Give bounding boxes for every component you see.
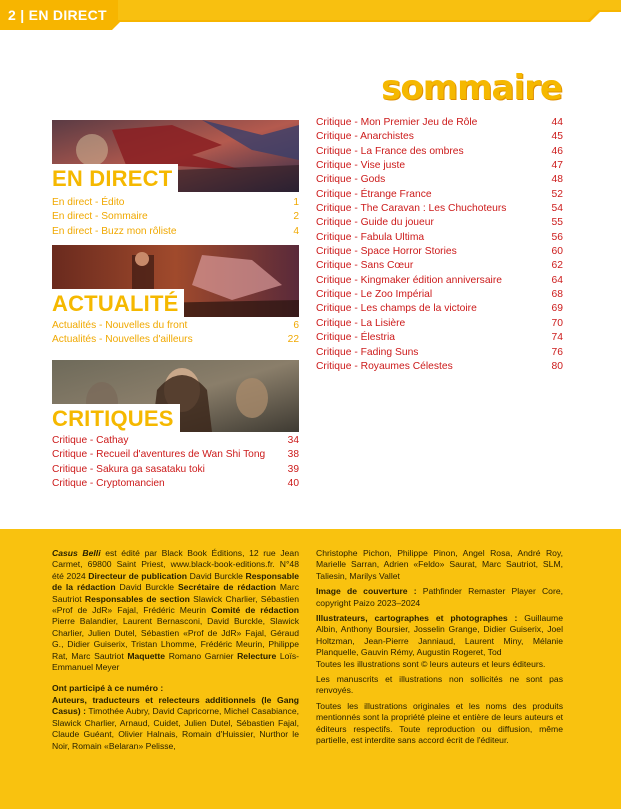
contributors-heading: Ont participé à ce numéro : [52,683,164,694]
value: Marc Sautriot [52,582,299,604]
colophon-right [316,548,563,747]
value: Guillaume Albin, Anthony Boursier, Josselin Grange, Didier Guiserix, Joel Holtzman, Jean-Pierre Janniaud, Laurent Miny, Mélanie Planquelle, Gauvin Rémy, Augustin Rogeret, Tod [316,613,563,658]
label: Responsables de section [84,593,190,604]
entry-page: 55 [551,217,563,229]
entry-label: Actualités - Nouvelles d'ailleurs [52,334,193,346]
entry-page: 62 [551,260,563,272]
entry-label: Critique - Le Zoo Impérial [316,289,433,301]
toc-entry[interactable] [316,130,563,144]
entry-label: Critique - Vise juste [316,160,406,172]
toc-entry[interactable] [316,188,563,202]
entry-page: 47 [551,160,563,172]
label: Image de couverture : [316,586,417,597]
toc-entry[interactable] [316,216,563,230]
section-title: CRITIQUES [52,404,180,432]
entry-page: 46 [551,145,563,157]
entry-page: 80 [551,360,563,372]
entry-label: Critique - La France des ombres [316,145,464,157]
entry-page: 44 [551,117,563,128]
entry-label: Critique - Fading Suns [316,346,419,358]
magazine-name: Casus Belli [52,548,101,558]
toc-entry[interactable] [316,202,563,216]
section-critiques [52,360,299,491]
rights-text: Toutes les illustrations sont © leurs auteurs et leurs éditeurs. [316,658,546,669]
value: Loïs-Emmanuel Meyer [52,650,299,673]
publisher-text: est édité par Black Book Éditions, 12 rue Jean Carmet, 69800 Saint Priest, www.black-book-editions.fr. N°48 été 2024 [52,548,299,581]
entry-page: 52 [551,188,563,200]
toc-entry[interactable] [316,346,563,360]
critiques-list [316,116,563,374]
entry-label: En direct - Buzz mon rôliste [52,225,177,237]
toc-entry[interactable] [316,116,563,130]
crowd-illustration [52,360,299,432]
authors-continued: Christophe Pichon, Philippe Pinon, Angel Rosa, André Roy, Marielle Sarran, Adrien «Feldo» Saurat, Marc Sautriot, SLM, Taliesin, Marilys Vallet [316,548,563,581]
entry-label: Critique - Recueil d'aventures de Wan Shi Tong [52,449,266,461]
toc-entry[interactable] [316,259,563,273]
section-actualite [52,245,299,348]
entry-page: 45 [551,131,563,143]
entry-label: Critique - Royaumes Célestes [316,360,453,372]
value: David Burckle [115,582,178,593]
entry-page: 34 [287,435,299,446]
toc-entry[interactable] [316,317,563,331]
entry-label: En direct - Sommaire [52,211,148,223]
entry-label: Critique - Les champs de la victoire [316,303,477,315]
entry-label: Critique - Space Horror Stories [316,246,457,258]
entry-label: Critique - Sakura ga sasataku toki [52,463,205,475]
entry-page: 4 [293,225,299,237]
value: Romano Garnier [165,650,238,661]
entry-page: 70 [551,317,563,329]
warrior-ship-illustration [52,245,299,317]
entry-page: 40 [287,477,299,489]
entry-label: Critique - Étrange France [316,188,432,200]
toc-entry[interactable] [52,210,299,224]
dragon-illustration [52,120,299,192]
value: Pathfinder Remaster Player Core, copyright Paizo 2023–2024 [316,586,563,608]
entry-label: Actualités - Nouvelles du front [52,320,188,331]
toc-entry[interactable] [316,231,563,245]
label: Responsable de la rédaction [52,570,299,593]
entry-label: Critique - Mon Premier Jeu de Rôle [316,117,478,128]
entry-page: 60 [551,246,563,258]
label: Relecture [237,650,277,661]
toc-entry[interactable] [316,145,563,159]
entry-page: 39 [287,463,299,475]
entry-page: 38 [287,449,299,461]
entry-label: Critique - Élestria [316,332,395,344]
entry-page: 1 [293,197,299,208]
entry-page: 22 [287,334,299,346]
rights-text: Les manuscrits et illustrations non sollicités ne sont pas renvoyés. [316,674,563,696]
entry-label: Critique - Fabula Ultima [316,231,425,243]
entry-page: 56 [551,231,563,243]
toc-entry[interactable] [52,463,299,477]
entry-page: 48 [551,174,563,186]
entry-page: 6 [293,320,299,331]
colophon [0,529,621,809]
toc-entry[interactable] [316,331,563,345]
toc-entry[interactable] [316,159,563,173]
section-title: EN DIRECT [52,164,178,192]
toc-entry[interactable] [52,225,299,239]
entry-label: Critique - Sans Cœur [316,260,414,272]
toc-entry[interactable] [316,274,563,288]
toc-entry[interactable] [52,333,299,347]
header-band [0,0,621,30]
label: Directeur de publication [88,570,188,581]
entry-page: 68 [551,289,563,301]
entry-page: 69 [551,303,563,315]
value: David Burckle [187,570,246,581]
entry-page: 2 [293,211,299,223]
value: Slawick Charlier, Sébastien «Prof de JdR» Fajal, Frédéric Meurin [52,593,299,616]
entry-label: Critique - Anarchistes [316,131,414,143]
label: Illustrateurs, cartographes et photographes : [316,613,518,624]
entry-page: 64 [551,274,563,286]
entry-label: Critique - Gods [316,174,386,186]
entry-label: Critique - Guide du joueur [316,217,434,229]
entry-label: En direct - Édito [52,197,125,208]
toc-entry[interactable] [316,173,563,187]
page-title: sommaire [381,68,562,108]
toc-entry[interactable] [52,434,299,448]
toc-entry[interactable] [316,245,563,259]
entry-page: 74 [551,332,563,344]
section-title: ACTUALITÉ [52,289,184,317]
rights-text: Toutes les illustrations originales et les noms des produits mentionnés sont la propriété pleine et entière de leurs auteurs et éditeurs respectifs. Toute reproduction ou diffusion, même partielle, est interdite sans accord écrit de l'éditeur. [316,700,563,746]
entry-label: Critique - Kingmaker édition anniversaire [316,274,503,286]
toc-entry[interactable] [52,196,299,210]
label: Comité de rédaction [211,605,299,616]
label: Maquette [127,650,166,661]
authors-list: Timothée Aubry, David Capricorne, Michel Casabiance, Slawick Charlier, Arnaud, Cuidet, Julien Dutel, Sébastien Fajal, Claude Guéant, Olivier Halnais, Romain d'Huissier, Nurthor le Noir, Romain «Belaran» Pelisse, [52,706,300,751]
entry-label: Critique - Cryptomancien [52,477,165,489]
label: Secrétaire de rédaction [177,582,277,593]
entry-page: 54 [551,203,563,215]
toc-entry[interactable] [52,448,299,462]
toc-entry[interactable] [52,319,299,333]
header-title: 2 | EN DIRECT [8,7,107,23]
entry-page: 76 [551,346,563,358]
toc-entry[interactable] [52,477,299,491]
section-en-direct [52,120,299,239]
entry-label: Critique - The Caravan : Les Chuchoteurs [316,203,507,215]
value: Pierre Balandier, Laurent Bernasconi, David Burckle, Slawick Charlier, Julien Dutel, Sébastien «Prof de JdR» Fajal, Géraud G., Didier Guiserix, Tristan Lhomme, Frédéric Meurin, Philippe Rat, Marc Sautriot [52,616,299,661]
entry-label: Critique - Cathay [52,435,129,446]
toc-entry[interactable] [316,360,563,374]
toc-entry[interactable] [316,302,563,316]
label: Auteurs, traducteurs et relecteurs additionnels (le Gang Casus) : [52,694,299,717]
toc-entry[interactable] [316,288,563,302]
colophon-left [52,548,299,752]
entry-label: Critique - La Lisière [316,317,406,329]
